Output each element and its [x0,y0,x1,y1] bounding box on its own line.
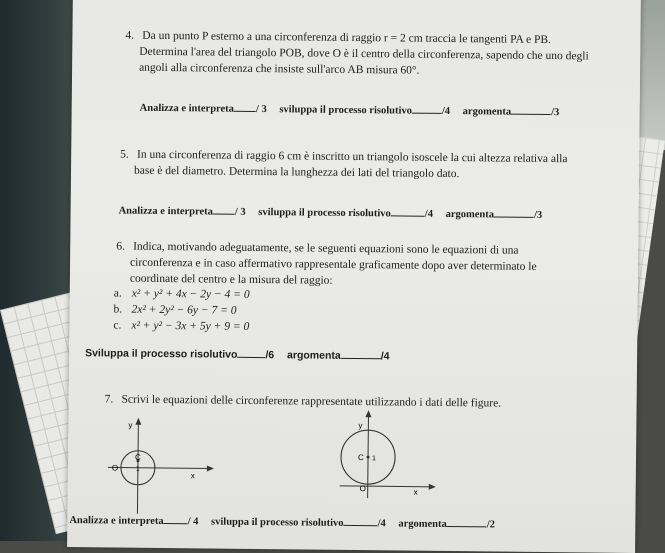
q5-sviluppa-label: sviluppa il processo risolutivo [258,206,391,220]
fig1-x-arrow [207,465,214,471]
q5-sviluppa-score: /4 [424,208,434,220]
q6-line2: circonferenza e in caso affermativo rappresentale graficamente dopo aver determinato le [130,256,537,273]
q7-argomenta-blank[interactable] [447,526,487,527]
q6-line3: coordinate del centro e la misura del raggio: [129,272,333,287]
q5-line2: base è del diametro. Determina la lunghezza dei lati del triangolo dato. [133,164,460,181]
q5-argomenta-score: /3 [533,209,543,221]
q7-sviluppa-blank[interactable] [344,525,378,526]
q7-line1: Scrivi le equazioni delle circonferenze rappresentate utilizzando i dati delle figure. [121,393,502,410]
fig2-center-point [367,456,370,459]
fig2-x-axis [340,486,432,487]
q5-argomenta-blank[interactable] [494,216,534,217]
fig2-x-arrow [429,484,436,490]
q5-analizza-label: Analizza e interpreta [118,205,213,218]
q4-analizza-blank[interactable] [234,111,256,112]
q5-argomenta-label: argomenta [445,208,495,221]
q5-analizza-blank[interactable] [213,214,235,215]
q7-rubric [69,515,505,531]
fig2-y-label: y [358,421,363,431]
q6-sviluppa-score: /6 [265,349,275,362]
q6-sviluppa-label: Sviluppa il processo risolutivo [85,347,238,361]
q5-number: 5. [120,148,129,161]
q7-figure-2 [330,408,441,501]
q5-analizza-score: / 3 [234,206,246,218]
q7-sviluppa-score: /4 [377,518,386,530]
q6-argomenta-label: argomenta [287,349,341,362]
fig1-y-label: y [128,420,133,430]
q7-number: 7. [104,393,114,406]
q6-number: 6. [116,240,125,253]
q6-equation-a: a. x² + y² + 4x − 2y − 4 = 0 [113,287,250,301]
q4-analizza-score: / 3 [255,103,267,116]
q4-argomenta-score: /3 [551,107,560,119]
q4-line3: angoli alla circonferenza che insiste sull'arco AB misura 60°. [139,61,420,77]
q6-sviluppa-blank[interactable] [237,357,265,358]
q4-argomenta-label: argomenta [462,106,512,118]
q4-analizza-label: Analizza e interpreta [139,102,235,115]
q6-argomenta-blank[interactable] [341,358,381,359]
q4-sviluppa-blank[interactable] [412,113,442,114]
q7-analizza-blank[interactable] [164,523,188,524]
q7-analizza-label: Analizza e interpreta [69,515,164,528]
exam-sheet [67,0,641,553]
q6-equation-b: b. 2x² + 2y² − 6y − 7 = 0 [113,303,237,317]
q4-sviluppa-label: sviluppa il processo risolutivo [279,104,412,117]
fig1-origin-label: O [111,463,119,473]
q4-line2: Determina l'area del triangolo POB, dove O è il centro della circonferenza, sapendo che uno degli [139,45,589,63]
q7-argomenta-score: /2 [486,519,496,531]
q4-argomenta-blank[interactable] [511,114,551,115]
q5-rubric [119,206,553,222]
q7-figure-1 [87,415,218,516]
fig1-center-label: C [134,452,141,462]
fig1-y-arrow [135,418,141,425]
fig1-tick-label: 1 [135,465,140,473]
q6-equation-c: c. x² + y² − 3x + 5y + 9 = 0 [113,319,250,333]
q6-argomenta-score: /4 [380,350,390,363]
fig1-x-label: x [190,471,195,481]
fig2-x-label: x [413,487,418,497]
fig2-tick-label: 1 [371,455,376,463]
fig2-center-label: C [357,453,364,463]
q4-number: 4. [125,29,135,42]
q4-rubric [140,103,570,118]
fig2-origin-label: O [359,484,366,494]
q4-line1: Da un punto P esterno a una circonferenza di raggio r = 2 cm traccia le tangenti PA e PB. [142,29,552,47]
q6-rubric [85,347,400,362]
fig1-x-axis [108,467,210,468]
q7-sviluppa-label: sviluppa il processo risolutivo [210,516,344,529]
q7-analizza-score: / 4 [187,516,199,528]
q5-line1: In una circonferenza di raggio 6 cm è inscritto un triangolo isoscele la cui altezza relativa alla [137,148,568,166]
q6-line1: Indica, motivando adeguatamente, se le seguenti equazioni sono le equazioni di una [133,240,519,257]
fig2-y-arrow [365,410,371,417]
q4-sviluppa-score: /4 [441,105,451,117]
q5-sviluppa-blank[interactable] [391,215,425,216]
q7-argomenta-label: argomenta [398,518,447,530]
